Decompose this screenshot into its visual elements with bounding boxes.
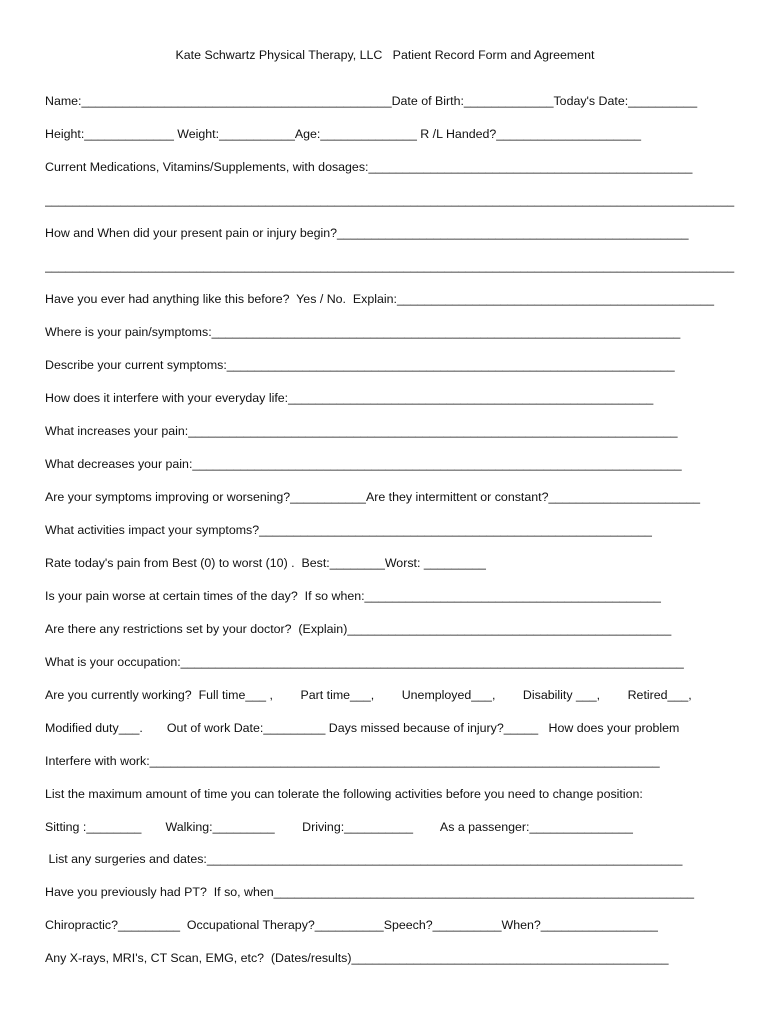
pain-location-line[interactable]: Where is your pain/symptoms:____________________________________________________________________: [45, 325, 681, 339]
activities-impact-line[interactable]: What activities impact your symptoms?_________________________________________________________: [45, 523, 652, 537]
surgeries-line[interactable]: List any surgeries and dates:_____________________________________________________________________: [45, 852, 683, 866]
decreases-pain-line[interactable]: What decreases your pain:_______________________________________________________________________: [45, 457, 682, 471]
daily-life-impact-line[interactable]: How does it interfere with your everyday life:_____________________________________________________: [45, 391, 654, 405]
work-interference-line[interactable]: Interfere with work:__________________________________________________________________________: [45, 754, 660, 768]
medications-line[interactable]: Current Medications, Vitamins/Supplements, with dosages:_______________________________________________: [45, 160, 693, 174]
increases-pain-line[interactable]: What increases your pain:_______________________________________________________________________: [45, 424, 678, 438]
form-title: Kate Schwartz Physical Therapy, LLC Patient Record Form and Agreement: [175, 48, 595, 62]
doctor-restrictions-line[interactable]: Are there any restrictions set by your doctor? (Explain)_______________________________________________: [45, 622, 672, 636]
pain-timing-line[interactable]: Is your pain worse at certain times of the day? If so when:___________________________________________: [45, 589, 661, 603]
activity-tolerance-line[interactable]: Sitting :________ Walking:_________ Driving:__________ As a passenger:_______________: [45, 820, 633, 834]
medications-continued-line[interactable]: ____________________________________________________________________________________________________: [45, 193, 735, 207]
pain-onset-line[interactable]: How and When did your present pain or injury begin?___________________________________________________: [45, 226, 689, 240]
work-status-line[interactable]: Are you currently working? Full time___ , Part time___, Unemployed___, Disability ___, Retired___,: [45, 688, 692, 702]
current-symptoms-line[interactable]: Describe your current symptoms:_________________________________________________________________: [45, 358, 675, 372]
modified-duty-line[interactable]: Modified duty___. Out of work Date:_________ Days missed because of injury?_____ How does your problem: [45, 721, 680, 735]
symptom-trend-line[interactable]: Are your symptoms improving or worsening?___________Are they intermittent or constant?______________________: [45, 490, 701, 504]
pain-onset-continued-line[interactable]: ____________________________________________________________________________________________________: [45, 259, 735, 273]
previous-pt-line[interactable]: Have you previously had PT? If so, when_____________________________________________________________: [45, 885, 695, 899]
pain-rating-line[interactable]: Rate today's pain from Best (0) to worst (10) . Best:________Worst: _________: [45, 556, 486, 570]
other-therapy-line[interactable]: Chiropractic?_________ Occupational Therapy?__________Speech?__________When?_________________: [45, 918, 658, 932]
height-weight-age-line[interactable]: Height:_____________ Weight:___________Age:______________ R /L Handed?_____________________: [45, 127, 641, 141]
name-dob-date-line[interactable]: Name:_____________________________________________Date of Birth:_____________Today's Date:__________: [45, 94, 698, 108]
tolerance-instructions: List the maximum amount of time you can tolerate the following activities before you need to change position:: [45, 787, 643, 801]
imaging-line[interactable]: Any X-rays, MRI's, CT Scan, EMG, etc? (Dates/results)______________________________________________: [45, 951, 669, 965]
occupation-line[interactable]: What is your occupation:_________________________________________________________________________: [45, 655, 684, 669]
prior-history-line[interactable]: Have you ever had anything like this before? Yes / No. Explain:______________________________________________: [45, 292, 714, 306]
